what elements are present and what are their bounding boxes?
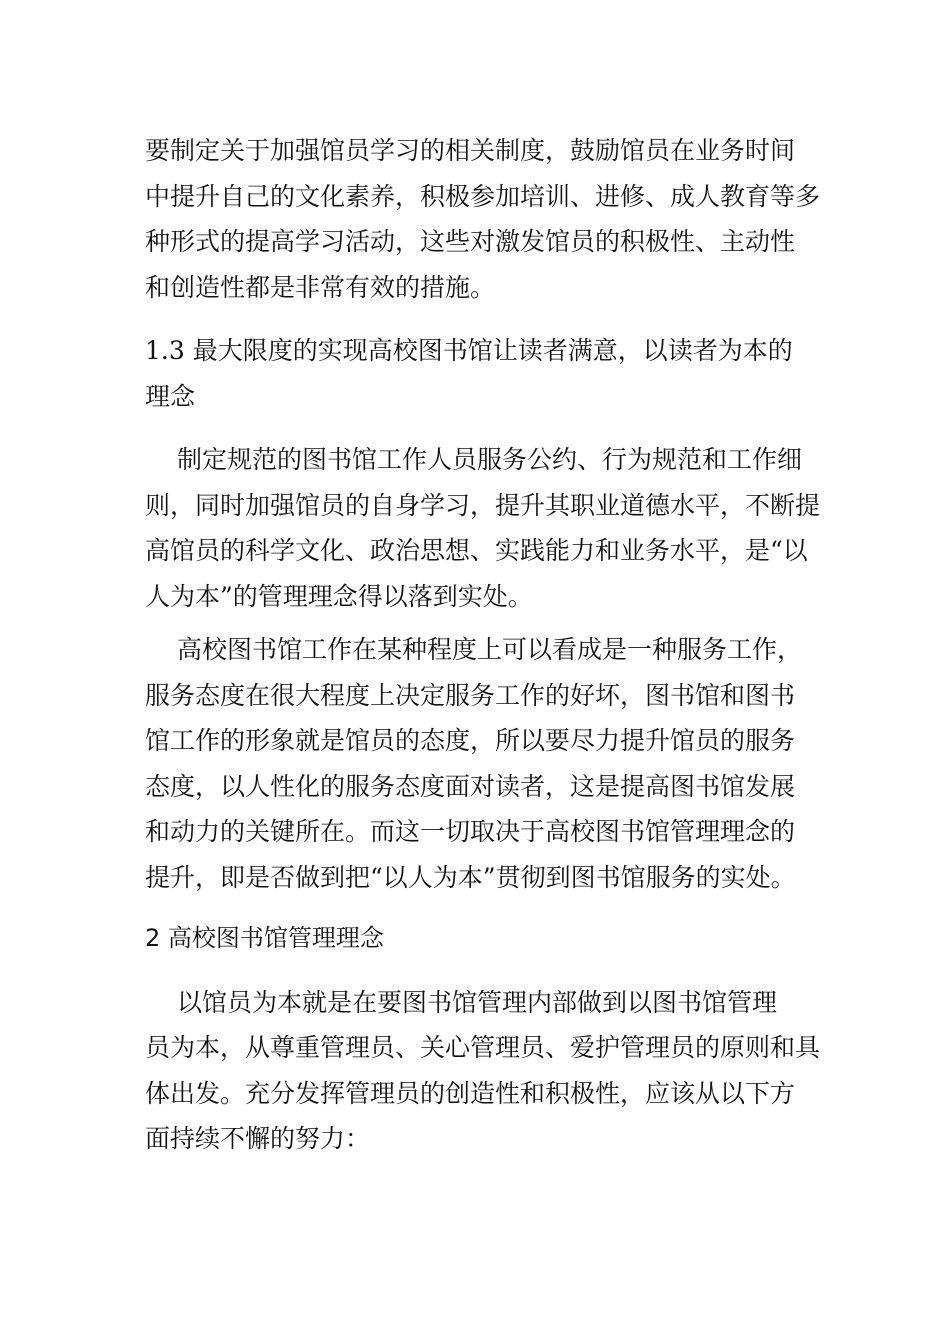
document-page xyxy=(145,128,835,1162)
text-line: 面持续不懈的努力： xyxy=(145,1124,371,1153)
heading-line: 1.3 最大限度的实现高校图书馆让读者满意，以读者为本的 xyxy=(145,336,793,365)
text-line: 种形式的提高学习活动，这些对激发馆员的积极性、主动性 xyxy=(145,227,796,256)
text-line: 体出发。充分发挥管理员的创造性和积极性，应该从以下方 xyxy=(145,1078,796,1108)
text-line: 服务态度在很大程度上决定服务工作的好坏，图书馆和图书 xyxy=(145,680,796,710)
heading-line: 2 高校图书馆管理理念 xyxy=(145,924,384,952)
text-line: 中提升自己的文化素养，积极参加培训、进修、成人教育等多 xyxy=(145,181,821,211)
paragraph-service-attitude xyxy=(145,627,835,900)
text-line: 和动力的关键所在。而这一切取决于高校图书馆管理理念的 xyxy=(145,817,796,846)
text-line: 高馆员的科学文化、政治思想、实践能力和业务水平，是“以 xyxy=(145,536,808,565)
text-line: 人为本”的管理理念得以落到实处。 xyxy=(145,581,533,611)
section-heading-1-3 xyxy=(145,328,835,419)
paragraph-staff-learning xyxy=(145,128,835,310)
text-line: 态度，以人性化的服务态度面对读者，这是提高图书馆发展 xyxy=(145,771,796,801)
text-line: 制定规范的图书馆工作人员服务公约、行为规范和工作细 xyxy=(177,445,803,474)
text-line: 员为本，从尊重管理员、关心管理员、爱护管理员的原则和具 xyxy=(145,1033,821,1062)
text-line: 和创造性都是非常有效的措施。 xyxy=(145,272,496,302)
text-line: 以馆员为本就是在要图书馆管理内部做到以图书馆管理 xyxy=(177,987,778,1017)
section-heading-2 xyxy=(145,916,835,962)
heading-line: 理念 xyxy=(145,381,196,411)
text-line: 则，同时加强馆员的自身学习，提升其职业道德水平，不断提 xyxy=(145,490,821,520)
paragraph-staff-centered xyxy=(145,980,835,1162)
text-line: 要制定关于加强馆员学习的相关制度，鼓励馆员在业务时间 xyxy=(145,136,796,165)
text-line: 提升，即是否做到把“以人为本”贯彻到图书馆服务的实处。 xyxy=(145,862,796,892)
text-line: 馆工作的形象就是馆员的态度，所以要尽力提升馆员的服务 xyxy=(145,726,796,755)
paragraph-service-norms xyxy=(145,437,835,619)
text-line: 高校图书馆工作在某种程度上可以看成是一种服务工作， xyxy=(177,635,803,664)
